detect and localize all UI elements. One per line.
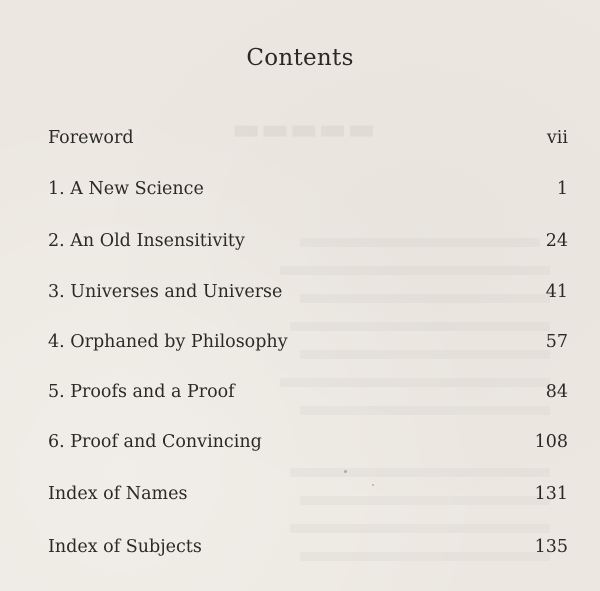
bleed-through-heading: ▬▬▬▬▬	[232, 112, 377, 147]
toc-entry-page-number: 131	[534, 484, 568, 504]
toc-entry-chapter-6[interactable]	[48, 430, 568, 454]
toc-entry-index-of-names[interactable]	[48, 482, 568, 506]
toc-entry-foreword[interactable]	[48, 126, 568, 150]
toc-entry-label: Index of Subjects	[48, 537, 202, 557]
toc-entry-page-number: 135	[534, 537, 568, 557]
toc-entry-chapter-2[interactable]	[48, 229, 568, 253]
toc-entry-label: 1. A New Science	[48, 179, 204, 199]
toc-entry-chapter-4[interactable]	[48, 330, 568, 354]
toc-entry-chapter-1[interactable]	[48, 177, 568, 201]
toc-entry-page-number: vii	[546, 128, 568, 148]
toc-entry-label: Index of Names	[48, 484, 188, 504]
bleed-through-line	[290, 468, 550, 477]
toc-entry-label: Foreword	[48, 128, 134, 148]
toc-entry-page-number: 84	[545, 382, 568, 402]
toc-entry-label: 4. Orphaned by Philosophy	[48, 332, 288, 352]
toc-entry-label: 6. Proof and Convincing	[48, 432, 262, 452]
contents-heading: Contents	[246, 45, 354, 72]
toc-entry-index-of-subjects[interactable]	[48, 535, 568, 559]
toc-entry-chapter-5[interactable]	[48, 380, 568, 404]
bleed-through-line	[290, 524, 550, 533]
bleed-through-line	[280, 266, 550, 275]
toc-entry-label: 5. Proofs and a Proof	[48, 382, 235, 402]
toc-entry-page-number: 57	[545, 332, 568, 352]
toc-entry-page-number: 1	[556, 179, 568, 199]
bleed-through-line	[300, 406, 550, 415]
toc-entry-chapter-3[interactable]	[48, 280, 568, 304]
toc-entry-page-number: 41	[545, 282, 568, 302]
paper-speck	[344, 470, 347, 473]
toc-entry-label: 3. Universes and Universe	[48, 282, 283, 302]
toc-entry-page-number: 24	[545, 231, 568, 251]
toc-entry-label: 2. An Old Insensitivity	[48, 231, 245, 251]
toc-entry-page-number: 108	[534, 432, 568, 452]
